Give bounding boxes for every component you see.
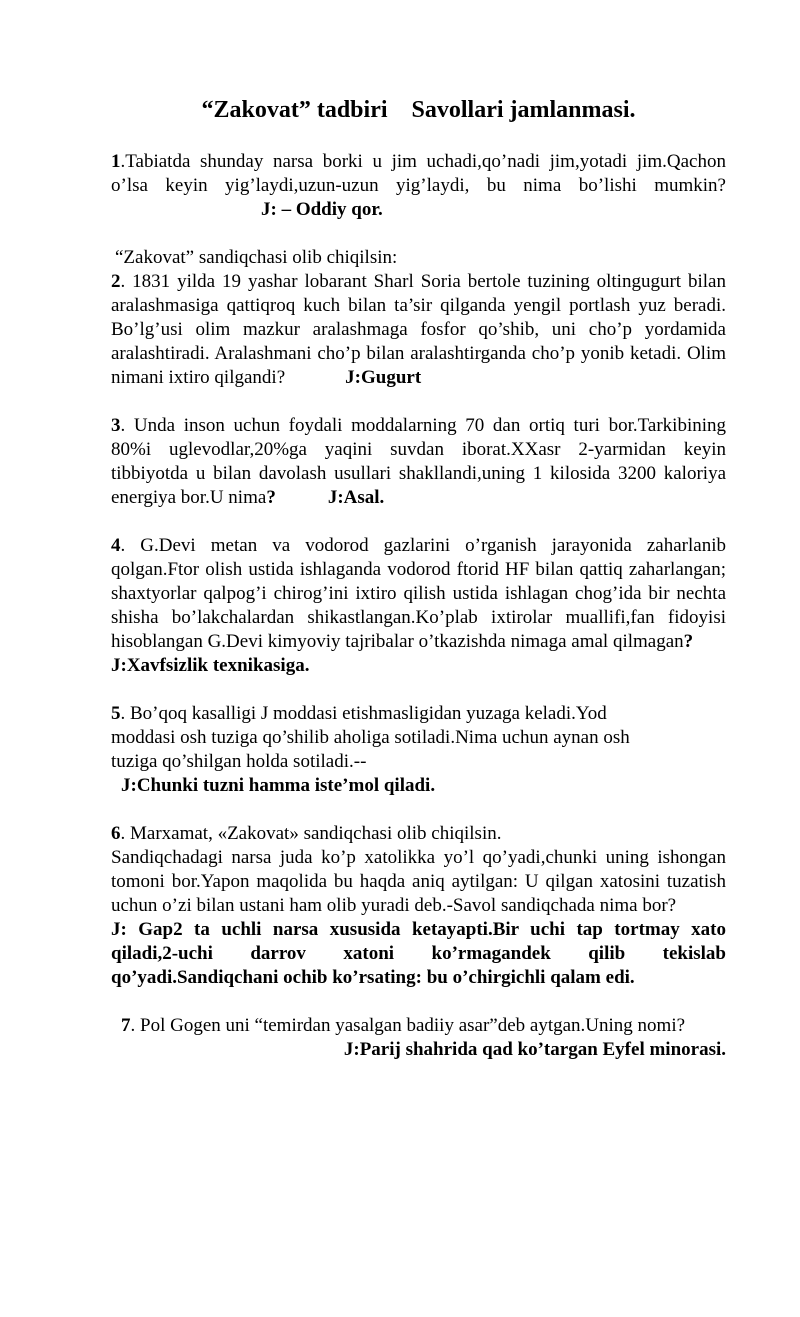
answer: J:Chunki tuzni hamma iste’mol qiladi. [121,775,436,796]
answer: J:Parij shahrida qad ko’targan Eyfel minorasi. [343,1039,726,1060]
chest-prompt: “Zakovat” sandiqchasi olib chiqilsin: [115,247,398,268]
question-text: . Pol Gogen uni “temirdan yasalgan badiiy asar”deb aytgan.Uning nomi? [130,1015,686,1036]
question-number: 2 [111,271,121,292]
answer: J:Asal. [327,487,385,508]
answer: J:Xavfsizlik texnikasiga. [111,655,310,676]
question-5 [111,702,671,774]
answer: J: Gap2 ta uchli narsa xususida ketayapti.Bir uchi tap tortmay xato qiladi,2-uchi darrov xatoni ko’rmagandek qilib tekislab qo’yadi.Sandiqchani ochib ko’rsating: bu o’chirgichli qalam edi. [111,919,726,988]
question-text: . G.Devi metan va vodorod gazlarini o’rganish jarayonida zaharlanib qolgan.Ftor olish ustida ishlaganda vodorod ftorid HF bilan qattiq zaharlangan; shaxtyorlar qalpog’i chirog’ini ixtiro qilish ustida ishlagan chog’ida bir nechta shisha bo’lakchalardan shikastlangan.Ko’plab ixtirolar muallifi,fan fidoyisi hisoblangan G.Devi kimyoviy tajribalar o’tkazishda nimaga amal qilmagan [111,535,726,652]
question-7 [111,1014,726,1038]
question-number: 3 [111,415,121,436]
question-text: . Unda inson uchun foydali moddalarning 70 dan ortiq turi bor.Tarkibining 80%i uglevodlar,20%ga yaqini suvdan iborat.XXasr 2-yarmidan keyin tibbiyotda u bilan davolash usullari shakllandi,uning 1 kilosida 3200 kaloriya energiya bor.U nima [111,415,726,508]
question-4 [111,534,726,654]
question-text: . Bo’qoq kasalligi J moddasi etishmasligidan yuzaga keladi.Yod moddasi osh tuziga qo’shilib aholiga sotiladi.Nima uchun aynan osh tuziga qo’shilgan holda sotiladi.-- [111,703,630,772]
question-text: .Tabiatda shunday narsa borki u jim uchadi,qo’nadi jim,yotadi jim.Qachon o’lsa keyin yig’laydi,uzun-uzun yig’laydi, bu nima bo’lishi mumkin? [111,151,726,196]
question-2 [111,270,726,390]
question-1 [111,150,726,222]
question-6 [111,822,726,846]
question-text: . Marxamat, «Zakovat» sandiqchasi olib chiqilsin. [120,823,502,844]
question-6-body: Sandiqchadagi narsa juda ko’p xatolikka yo’l qo’yadi,chunki uning ishongan tomoni bor.Yapon maqolida bu haqda aniq aytilgan: U qilgan xatosini tuzatish uchun o’zi bilan ustani ham olib yuradi deb.-Savol sandiqchada nima bor? [111,847,726,916]
question-number: 5 [111,703,121,724]
answer: J:Gugurt [345,367,422,388]
answer: J: – Oddiy qor. [261,199,383,220]
document-title: “Zakovat” tadbiri Savollari jamlanmasi. [201,97,636,123]
question-mark: ? [683,631,694,652]
question-mark: ? [266,487,276,508]
question-number: 4 [111,535,121,556]
question-3 [111,414,726,510]
question-text: . 1831 yilda 19 yashar lobarant Sharl Soria bertole tuzining oltingugurt bilan aralashmasiga qattiqroq kuch bilan ta’sir qilganda yengil portlash yuz beradi. Bo’lg’usi olim mazkur aralashmaga fosfor qo’shib, uni cho’p yordamida aralashtiradi. Aralashmani cho’p bilan aralashtirganda cho’p yonib ketadi. Olim nimani ixtiro qilgandi? [111,271,726,388]
question-number: 1 [111,151,121,172]
document-page [111,94,726,1062]
question-number: 6 [111,823,121,844]
question-number: 7 [121,1015,131,1036]
